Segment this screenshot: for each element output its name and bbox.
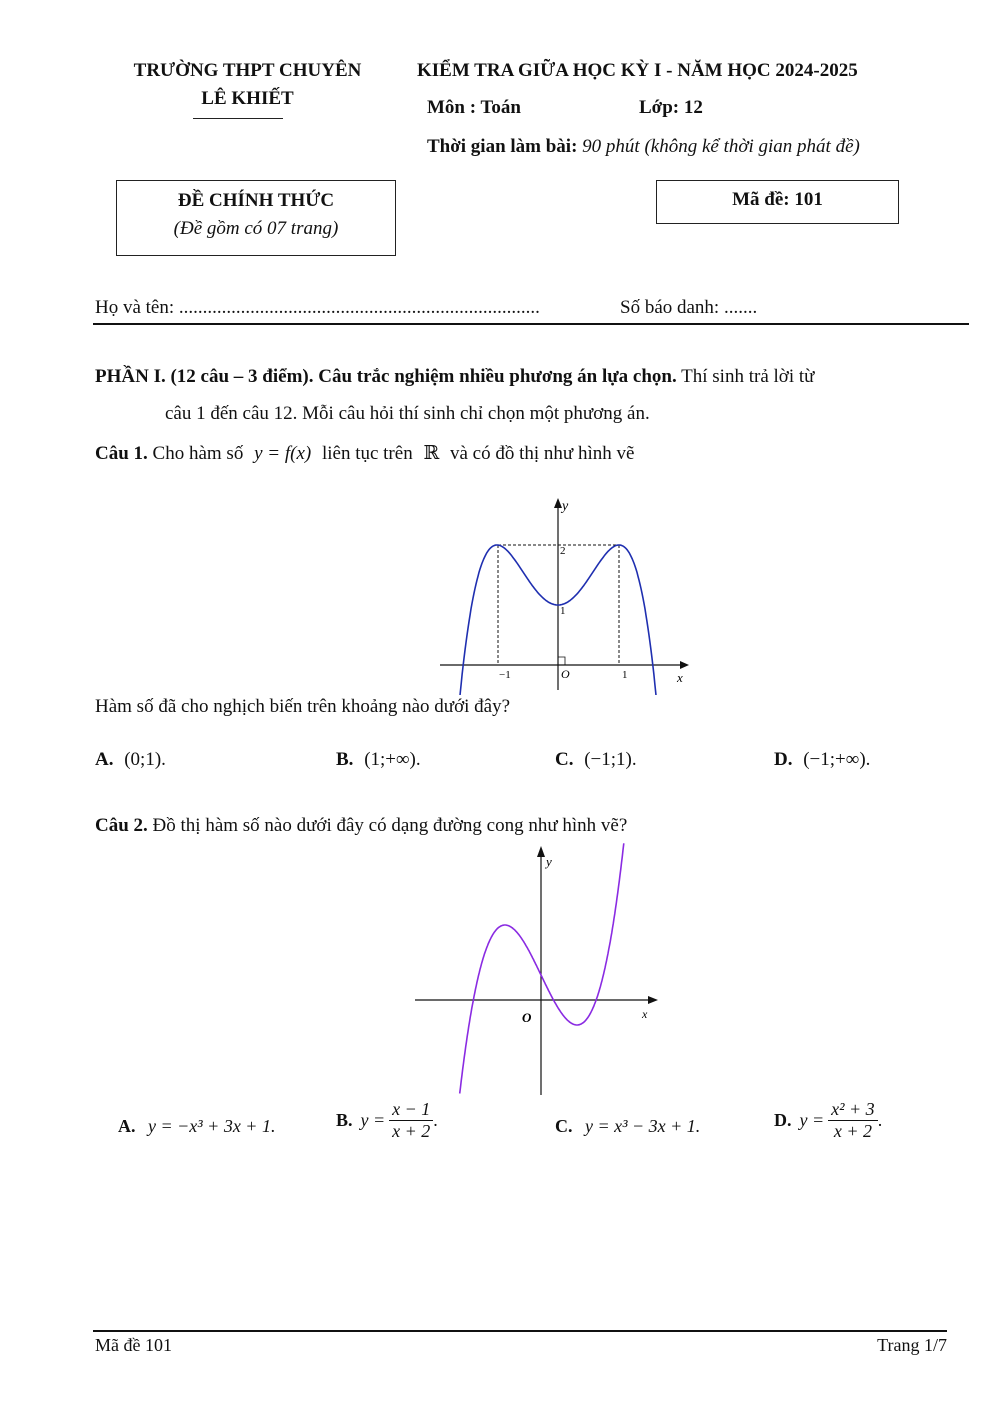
q1-tick-pos1: 1 <box>622 669 628 681</box>
official-title: ĐỀ CHÍNH THỨC <box>177 190 335 211</box>
school-underline <box>193 118 283 119</box>
q2-option-d-end: . <box>877 1109 883 1130</box>
subject-label: Môn : Toán <box>427 97 521 118</box>
section-title-rest: Thí sinh trả lời từ <box>676 366 815 387</box>
student-name-field[interactable]: Họ và tên: ............................................................................ <box>95 297 540 318</box>
q1-x-arrow-icon <box>680 661 689 669</box>
q1-real-set: ℝ <box>423 443 440 464</box>
q2-option-d-fraction <box>828 1100 878 1141</box>
q1-option-c[interactable] <box>555 749 637 771</box>
q2-option-b-end: . <box>433 1109 438 1130</box>
q2-y-label: y <box>546 854 552 869</box>
q2-option-b-lhs: y = <box>360 1109 386 1130</box>
q2-option-c-key: C. <box>555 1116 573 1136</box>
section-title <box>95 366 814 388</box>
footer-exam-code: Mã đề 101 <box>95 1335 172 1355</box>
header-divider <box>93 323 969 325</box>
q1-text-b: liên tục trên <box>321 443 413 464</box>
q1-option-d-value: (−1;+∞). <box>803 749 871 770</box>
q2-option-a-key: A. <box>118 1116 136 1136</box>
official-box <box>116 180 396 256</box>
q2-option-d-numerator: x² + 3 <box>828 1100 878 1121</box>
q2-origin-label: O <box>522 1010 532 1025</box>
q2-option-b-numerator: x − 1 <box>389 1100 433 1121</box>
q2-option-b-denominator: x + 2 <box>392 1120 431 1141</box>
q1-option-a-value: (0;1). <box>124 749 166 770</box>
q2-option-b[interactable] <box>336 1100 438 1141</box>
q2-option-b-fraction <box>389 1100 433 1141</box>
q1-option-d[interactable] <box>774 749 870 771</box>
section-title-bold: PHẦN I. (12 câu – 3 điểm). Câu trắc nghiệm nhiều phương án lựa chọn. <box>95 366 677 387</box>
q1-text-a: Cho hàm số <box>152 443 244 464</box>
q2-x-arrow-icon <box>648 996 658 1004</box>
q2-y-arrow-icon <box>537 846 545 857</box>
q1-y-label: y <box>562 499 569 514</box>
q1-text-c: và có đồ thị như hình vẽ <box>450 443 635 464</box>
q2-option-d-lhs: y = <box>799 1109 825 1130</box>
time-value: 90 phút (không kể thời gian phát đề) <box>582 136 860 157</box>
q1-option-c-value: (−1;1). <box>584 749 637 770</box>
q1-origin-marker <box>558 657 565 665</box>
q2-option-b-key: B. <box>336 1109 353 1130</box>
q2-text: Đồ thị hàm số nào dưới đây có dạng đường cong như hình vẽ? <box>152 815 628 836</box>
q2-option-d[interactable] <box>774 1100 882 1141</box>
student-id-field[interactable]: Số báo danh: ....... <box>620 297 758 318</box>
q1-option-c-key: C. <box>555 749 574 770</box>
q1-x-label: x <box>677 670 683 685</box>
q1-y-arrow-icon <box>554 498 562 508</box>
school-name-line1: TRƯỜNG THPT CHUYÊN <box>133 60 362 81</box>
q2-option-c-value: y = x³ − 3x + 1. <box>585 1116 701 1136</box>
q2-x-label: x <box>642 1007 648 1021</box>
question-1 <box>95 442 634 465</box>
q1-question: Hàm số đã cho nghịch biến trên khoảng nào dưới đây? <box>95 696 511 717</box>
footer-page-number: Trang 1/7 <box>877 1335 947 1355</box>
q1-function: y = f(x) <box>254 443 312 464</box>
time-line <box>427 136 860 158</box>
q2-option-c[interactable] <box>555 1116 700 1137</box>
q1-tick-1: 1 <box>560 605 566 617</box>
q1-origin-label: O <box>561 667 570 681</box>
section-instructions: câu 1 đến câu 12. Mỗi câu hỏi thí sinh chỉ chọn một phương án. <box>165 403 650 424</box>
q2-option-a[interactable] <box>118 1116 275 1137</box>
q1-option-b-key: B. <box>336 749 354 770</box>
official-note: (Đề gồm có 07 trang) <box>173 218 339 239</box>
exam-code-box <box>656 180 899 224</box>
school-name-line2: LÊ KHIẾT <box>201 88 294 109</box>
exam-title: KIỂM TRA GIỮA HỌC KỲ I - NĂM HỌC 2024-2025 <box>417 60 858 81</box>
q1-label: Câu 1. <box>95 443 148 464</box>
question-2 <box>95 815 627 837</box>
time-label: Thời gian làm bài: <box>427 136 578 157</box>
q2-graph <box>410 840 670 1100</box>
q1-option-a[interactable] <box>95 749 166 771</box>
q1-graph <box>435 490 700 695</box>
q1-tick-neg1: −1 <box>499 669 511 681</box>
q2-option-a-value: y = −x³ + 3x + 1. <box>148 1116 276 1136</box>
q1-option-d-key: D. <box>774 749 793 770</box>
q2-curve <box>460 843 624 1093</box>
q1-tick-2: 2 <box>560 545 566 557</box>
exam-code: Mã đề: 101 <box>732 189 823 210</box>
footer-divider <box>93 1330 947 1332</box>
q1-option-b[interactable] <box>336 749 421 771</box>
q2-label: Câu 2. <box>95 815 148 836</box>
q1-option-b-value: (1;+∞). <box>364 749 421 770</box>
q2-option-d-denominator: x + 2 <box>833 1120 872 1141</box>
q2-option-d-key: D. <box>774 1109 792 1130</box>
grade-label: Lớp: 12 <box>639 97 703 118</box>
q1-option-a-key: A. <box>95 749 114 770</box>
